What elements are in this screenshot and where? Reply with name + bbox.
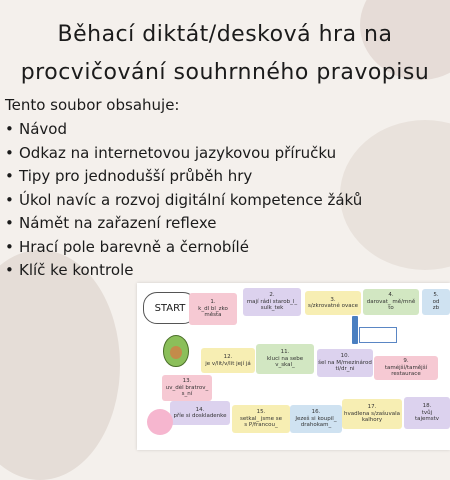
board-cell: 4. darovat_ mě/mně to xyxy=(363,289,419,315)
bullet-icon: • xyxy=(5,167,14,185)
bullet-icon: • xyxy=(5,190,14,209)
board-cell: 11. kluci na sebe v_skal_ xyxy=(256,344,314,374)
avocado-icon xyxy=(163,335,189,367)
background-blob xyxy=(0,250,120,480)
board-cell: 13. uv_dél bratrov_ s_ní xyxy=(162,375,212,401)
list-item xyxy=(5,236,362,260)
bullet-icon: • xyxy=(5,214,14,232)
board-cell: 14. příe si doskladenke xyxy=(170,401,230,425)
list-item-label: Odkaz na internetovou jazykovou příručku xyxy=(19,143,337,162)
bullet-icon: • xyxy=(5,261,14,279)
list-item-label: Úkol navíc a rozvoj digitální kompetence žáků xyxy=(19,190,363,209)
game-board-preview xyxy=(137,283,450,450)
page-subtitle: procvičování souhrnného pravopisu xyxy=(20,60,430,85)
list-item xyxy=(5,165,362,189)
board-cell: 18. tvůj tajemstv xyxy=(404,397,450,429)
bullet-icon: • xyxy=(5,120,14,138)
contents-list xyxy=(5,118,362,283)
list-item xyxy=(5,118,362,142)
list-item-label: Tipy pro jednodušší průběh hry xyxy=(19,167,253,185)
board-cell: 3. s/zkrovatné ovace xyxy=(305,291,361,315)
list-item-label: Námět na zařazení reflexe xyxy=(19,214,217,232)
board-cell: 16. Jezeš si koupil_ drahokam_ xyxy=(290,405,342,433)
pencil-icon xyxy=(352,316,358,344)
board-cell: 2. mají rádi starob_l_ sulk_tek xyxy=(243,288,301,316)
board-cell: 12. je v/lit/v/lit její já xyxy=(201,348,255,373)
list-item xyxy=(5,212,362,236)
bullet-icon: • xyxy=(5,237,14,256)
board-cell: 17. hvadlena s/zašuvala kalhory xyxy=(342,399,402,429)
board-cell: 9. taméjší/tamější restaurace xyxy=(374,356,438,380)
page-title: Běhací diktát/desková hra na xyxy=(57,22,393,47)
list-item-label: Klíč ke kontrole xyxy=(19,261,134,279)
board-cell: 15. setkal_ jsme se s P/francou_ xyxy=(232,405,290,433)
board-cell: 1. k_dl bl_zko města xyxy=(189,293,237,325)
list-item xyxy=(5,189,362,213)
note-icon xyxy=(359,327,397,343)
list-item-label: Hrací pole barevně a černobílé xyxy=(19,237,249,256)
board-cell: 10. šel na M/mezinárod ti/dr_ni xyxy=(317,349,373,377)
list-item xyxy=(5,142,362,166)
start-cloud: START xyxy=(143,292,197,324)
board-cell: 5. od zb xyxy=(422,289,450,315)
list-item-label: Návod xyxy=(19,120,67,138)
list-item xyxy=(5,259,362,283)
cupcake-icon xyxy=(147,409,173,435)
bullet-icon: • xyxy=(5,143,14,162)
contents-heading: Tento soubor obsahuje: xyxy=(5,96,180,114)
